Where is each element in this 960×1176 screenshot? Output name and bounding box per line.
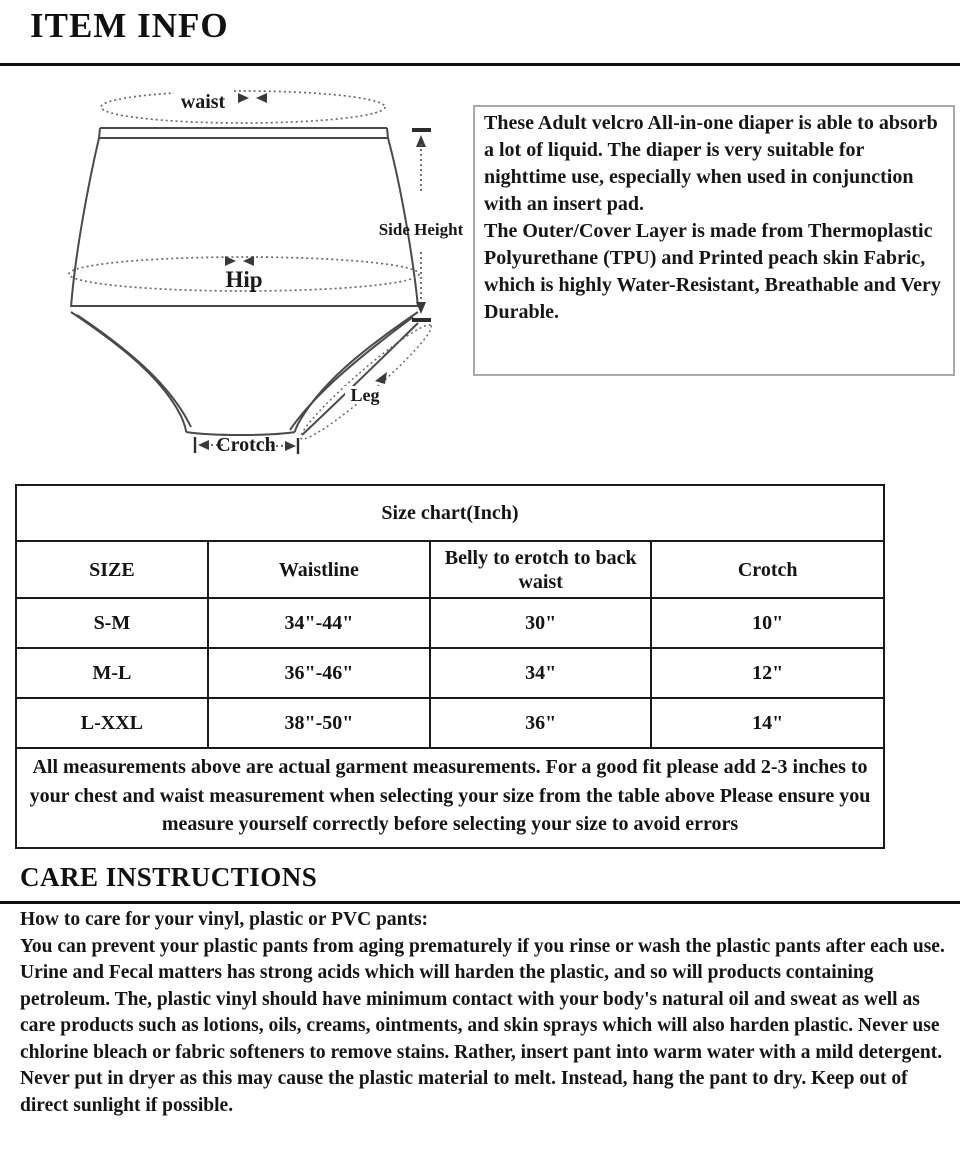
care-body: You can prevent your plastic pants from aging prematurely if you rinse or wash the plastic pants after each use. Urine and Fecal matters has strong acids which will harden the plastic, and so will products containing petroleum. The, plastic vinyl should have minimum contact with your body's natural oil and sweat as well as care products such as lotions, oils, creams, ointments, and skin sprays which will also harden plastic. Never use chlorine bleach or fabric softeners to remove stains. Rather, insert pant into warm water with a mild detergent. Never put in dryer as this may cause the plastic material to melt. Instead, hang the pant to dry. Keep out of direct sunlight if possible. [20, 935, 945, 1116]
crotch-label: Crotch [216, 434, 276, 456]
size-cell: M-L [16, 648, 208, 698]
table-row [16, 698, 884, 748]
care-instructions-text [20, 907, 946, 1119]
size-cell: S-M [16, 598, 208, 648]
waistline-cell: 34"-44" [208, 598, 430, 648]
care-divider [0, 901, 960, 904]
table-row [16, 648, 884, 698]
size-chart-title: Size chart(Inch) [16, 485, 884, 541]
care-heading: How to care for your vinyl, plastic or PVC pants: [20, 909, 429, 930]
belly-cell: 30" [430, 598, 651, 648]
product-description-box [473, 105, 955, 376]
col-header-waistline: Waistline [208, 541, 430, 598]
size-chart-note: All measurements above are actual garment measurements. For a good fit please add 2-3 inches to your chest and waist measurement when selecting your size from the table above Please ensure you measure yourself correctly before selecting your size to avoid errors [16, 748, 884, 848]
size-chart-table [15, 484, 885, 849]
page-title: ITEM INFO [30, 6, 229, 45]
hip-arrow-right-icon [225, 256, 236, 266]
crotch-cell: 12" [651, 648, 884, 698]
care-instructions-title: CARE INSTRUCTIONS [20, 862, 318, 892]
col-header-belly: Belly to erotch to back waist [430, 541, 651, 598]
side-height-label: Side Height [378, 220, 464, 239]
hip-arrow-left-icon [243, 256, 254, 266]
size-chart-title-row [16, 485, 884, 541]
size-cell: L-XXL [16, 698, 208, 748]
leg-measure-ellipse [294, 317, 438, 446]
table-row [16, 598, 884, 648]
crotch-arrow-right-icon [285, 441, 296, 451]
crotch-cell: 10" [651, 598, 884, 648]
crotch-cell: 14" [651, 698, 884, 748]
waist-arrow-right-icon [238, 93, 249, 103]
col-header-size: SIZE [16, 541, 208, 598]
waistline-cell: 36"-46" [208, 648, 430, 698]
belly-cell: 36" [430, 698, 651, 748]
belly-cell: 34" [430, 648, 651, 698]
description-paragraph-1: These Adult velcro All-in-one diaper is able to absorb a lot of liquid. The diaper is very suitable for nighttime use, especially when used in conjunction with an insert pad. [484, 112, 938, 215]
size-chart-note-row [16, 748, 884, 848]
leg-arrow-icon [375, 372, 387, 384]
crotch-arrow-left-icon [198, 440, 209, 450]
waist-arrow-left-icon [256, 93, 267, 103]
measurement-diagram [50, 80, 470, 465]
title-divider [0, 63, 960, 66]
size-chart-header-row [16, 541, 884, 598]
waist-label: waist [180, 91, 226, 113]
col-header-crotch: Crotch [651, 541, 884, 598]
description-paragraph-2: The Outer/Cover Layer is made from Thermoplastic Polyurethane (TPU) and Printed peach skin Fabric, which is highly Water-Resistant, Breathable and Very Durable. [484, 220, 941, 323]
leg-label: Leg [350, 385, 380, 405]
waistline-cell: 38"-50" [208, 698, 430, 748]
hip-label: Hip [225, 267, 263, 292]
